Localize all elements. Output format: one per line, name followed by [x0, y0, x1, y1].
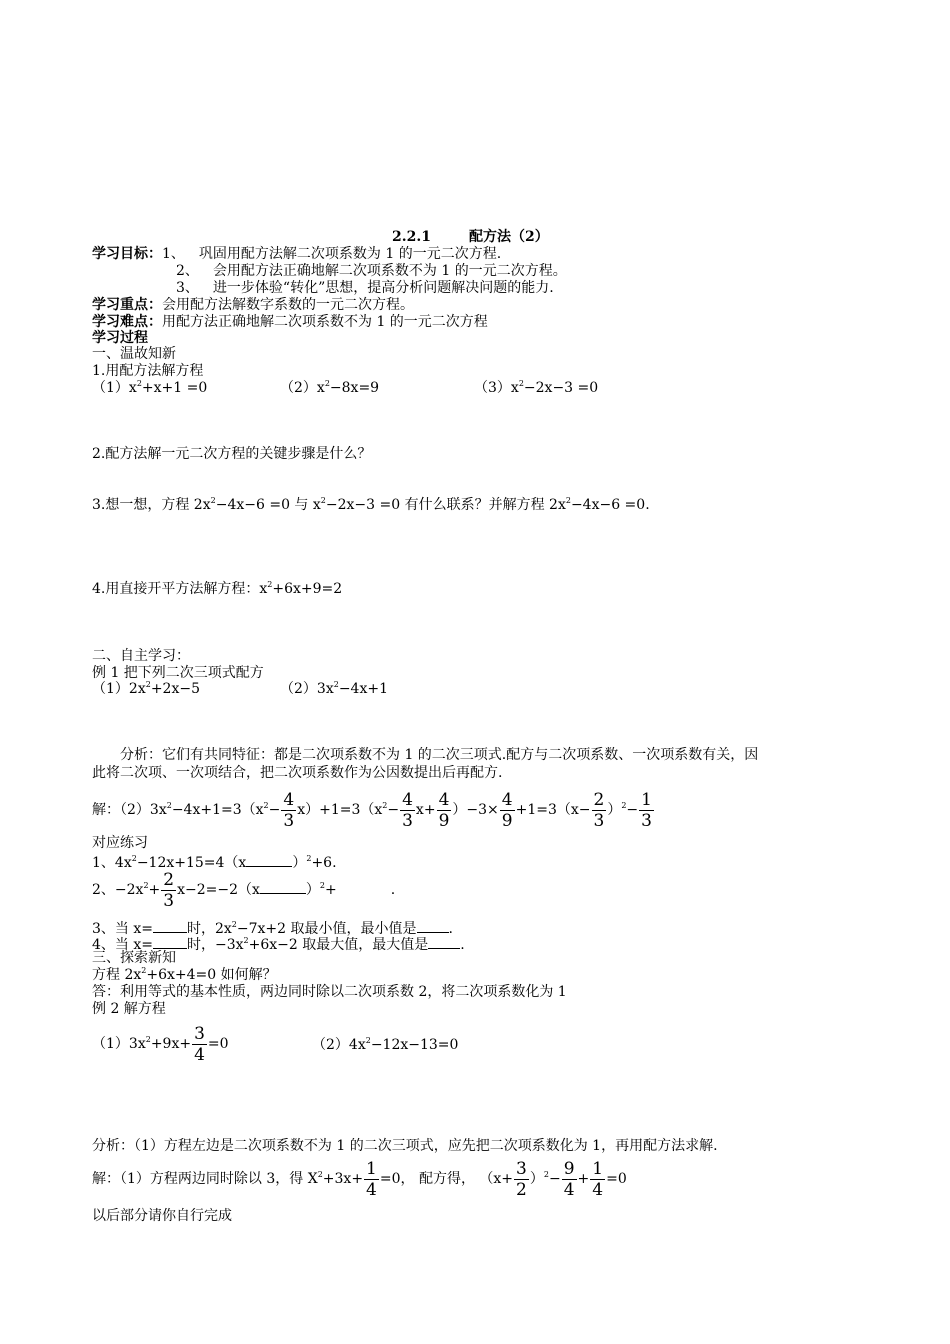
exponent: 2 [365, 1036, 371, 1045]
fraction [400, 790, 415, 831]
question-1-item-1 [92, 380, 207, 396]
objective-2-text: 会用配方法正确地解二次项系数不为 1 的一元二次方程。 [212, 263, 567, 279]
sol2-part: =0 [606, 1171, 627, 1187]
objective-1-number: 1、 [162, 246, 185, 262]
numerator: 4 [438, 789, 450, 810]
exponent: 2 [518, 379, 524, 388]
analysis-1-line-2: 此将二次项、一次项结合，把二次项系数作为公因数提出后再配方. [92, 765, 503, 781]
denominator: 3 [402, 810, 413, 831]
exponent: 2 [243, 936, 249, 945]
ex1-item-1-a: （1）2x [92, 681, 146, 697]
pr4-d: . [460, 937, 465, 953]
pr1-a: 1、4x [92, 855, 132, 871]
practice-2 [92, 868, 395, 912]
q3-a: 3.想一想，方程 2x [92, 497, 211, 513]
exponent: 2 [263, 801, 269, 810]
exponent: 2 [166, 801, 172, 810]
sol2-part: + [577, 1171, 590, 1187]
difficulty [92, 314, 488, 330]
exponent: 2 [333, 680, 339, 689]
solution-1 [92, 788, 655, 832]
ex1-item-2-a: （2）3x [280, 681, 334, 697]
fraction [592, 790, 607, 831]
pr4-c: +6x−2 取最大值，最大值是 [248, 937, 429, 953]
example-1-item-2 [280, 681, 388, 697]
question-1-item-3 [474, 380, 598, 396]
question-2: 2.配方法解一元二次方程的关键步骤是什么？ [92, 446, 372, 462]
q3-c: −2x−3 =0 有什么联系？并解方程 2x [325, 497, 566, 513]
denominator: 4 [563, 1179, 575, 1200]
section-1-heading: 一、温故知新 [92, 346, 176, 362]
process-label: 学习过程 [92, 330, 148, 346]
exponent: 2 [320, 496, 326, 505]
practice-label: 对应练习 [92, 835, 148, 851]
denominator: 4 [592, 1179, 604, 1200]
pr4-a: 4、当 x= [92, 937, 153, 953]
denominator: 4 [194, 1044, 205, 1065]
denominator: 9 [501, 810, 513, 831]
analysis-2: 分析：（1）方程左边是二次项系数不为 1 的二次三项式，应先把二次项系数化为 1，再用配方法求解. [92, 1138, 718, 1154]
sol1-part: +1=3（x− [515, 802, 591, 818]
exponent: 2 [231, 920, 237, 929]
q3-b: −4x−6 =0 与 x [215, 497, 321, 513]
s3q-b: +6x+4=0 如何解？ [146, 967, 277, 983]
exponent: 2 [267, 580, 273, 589]
fraction [437, 790, 452, 831]
pr1-b: −12x+15=4（x [136, 855, 247, 871]
pr2-a: 2、−2x [92, 882, 144, 898]
answer-blank[interactable] [153, 934, 187, 949]
exponent: 2 [131, 854, 137, 863]
numerator: 4 [283, 789, 295, 810]
ex2-item-2-b: −12x−13=0 [370, 1037, 459, 1053]
example-1-item-1 [92, 681, 200, 697]
pr1-c: ） [292, 855, 307, 871]
pr2-c: x−2=−2（x [177, 882, 260, 898]
fraction [562, 1159, 577, 1200]
fraction [514, 1159, 529, 1200]
key-point-label: 学习重点： [92, 297, 162, 313]
q1-item-2-a: （2）x [280, 380, 325, 396]
pr2-d: ） [305, 882, 320, 898]
question-1-item-2 [280, 380, 379, 396]
exponent: 2 [382, 801, 388, 810]
objective-line-2 [176, 263, 567, 279]
exponent: 2 [319, 881, 325, 890]
denominator: 3 [593, 810, 605, 831]
pr3-c: −7x+2 取最小值，最小值是 [236, 921, 417, 937]
objective-3-number: 3、 [176, 280, 199, 296]
numerator: 3 [194, 1023, 205, 1044]
section-3-heading: 三、探索新知 [92, 950, 176, 966]
fraction [500, 790, 515, 831]
section-3-question [92, 967, 277, 983]
objective-2-number: 2、 [176, 263, 199, 279]
sol1-part: ）−3× [452, 802, 499, 818]
numerator: 2 [593, 789, 605, 810]
section-3-answer: 答：利用等式的基本性质，两边同时除以二次项系数 2，将二次项系数化为 1 [92, 984, 567, 1000]
numerator: 2 [163, 869, 175, 890]
q4-b: +6x+9=2 [272, 581, 343, 597]
fraction [192, 1024, 207, 1065]
example-1: 例 1 把下列二次三项式配方 [92, 665, 264, 681]
ex2-item-2-a: （2）4x [312, 1037, 366, 1053]
exponent: 2 [210, 496, 216, 505]
sol1-part: − [387, 802, 400, 818]
exponent: 2 [317, 1170, 323, 1179]
sol1-part: x）+1=3（x [297, 802, 383, 818]
exponent: 2 [145, 680, 151, 689]
objective-3-text: 进一步体验“转化”思想，提高分析问题解决问题的能力. [212, 280, 554, 296]
exponent: 2 [543, 1170, 549, 1179]
denominator: 3 [641, 810, 652, 831]
sol1-part: 解：（2）3x [92, 802, 167, 818]
sol1-part: − [268, 802, 281, 818]
title-name: 配方法（2） [468, 229, 549, 245]
pr4-b: 时，−3x [186, 937, 244, 953]
denominator: 3 [163, 890, 175, 911]
numerator: 3 [516, 1158, 527, 1179]
fraction [639, 790, 654, 831]
sol1-part: x+ [415, 802, 436, 818]
ex1-item-1-b: +2x−5 [150, 681, 200, 697]
exponent: 2 [306, 854, 312, 863]
difficulty-text: 用配方法正确地解二次项系数不为 1 的一元二次方程 [162, 314, 488, 330]
sol1-part: ） [607, 802, 622, 818]
sol1-part: −4x+1=3（x [171, 802, 264, 818]
ex2-item-1-b: +9x+ [150, 1036, 192, 1052]
pr3-a: 3、当 x= [92, 921, 153, 937]
solution-2 [92, 1157, 627, 1201]
denominator: 9 [438, 810, 450, 831]
exponent: 2 [141, 966, 147, 975]
question-4 [92, 581, 342, 597]
numerator: 1 [592, 1158, 604, 1179]
answer-blank[interactable] [417, 918, 449, 933]
fraction [281, 790, 296, 831]
objective-line-3 [176, 280, 554, 296]
answer-blank[interactable] [153, 918, 187, 933]
sol2-part: ） [529, 1171, 544, 1187]
denominator: 3 [283, 810, 295, 831]
pr2-f: . [390, 882, 396, 898]
closing-note: 以后部分请你自行完成 [92, 1208, 232, 1224]
ex2-item-1-a: （1）3x [92, 1036, 146, 1052]
s3q-a: 方程 2x [92, 967, 142, 983]
q1-item-1-a: （1）x [92, 380, 137, 396]
numerator: 4 [501, 789, 513, 810]
exponent: 2 [324, 379, 330, 388]
denominator: 4 [366, 1179, 377, 1200]
pr3-d: . [448, 921, 453, 937]
sol2-part: +3x+ [322, 1171, 364, 1187]
sol2-part: 解：（1）方程两边同时除以 3，得 X [92, 1171, 318, 1187]
numerator: 4 [402, 789, 413, 810]
q1-item-2-b: −8x=9 [329, 380, 380, 396]
sol2-part: − [548, 1171, 561, 1187]
numerator: 9 [563, 1158, 575, 1179]
key-point-text: 会用配方法解数字系数的一元二次方程。 [162, 297, 414, 313]
exponent: 2 [621, 801, 627, 810]
fraction [590, 1159, 605, 1200]
example-2: 例 2 解方程 [92, 1001, 166, 1017]
exponent: 2 [136, 379, 142, 388]
numerator: 1 [366, 1158, 377, 1179]
numerator: 1 [641, 789, 652, 810]
pr1-d: +6. [311, 855, 337, 871]
answer-blank[interactable] [246, 852, 292, 867]
difficulty-label: 学习难点： [92, 314, 162, 330]
pr3-b: 时，2x [186, 921, 232, 937]
denominator: 2 [516, 1179, 527, 1200]
sol1-part: − [626, 802, 639, 818]
q4-a: 4.用直接开平方法解方程：x [92, 581, 268, 597]
ex1-item-2-b: −4x+1 [338, 681, 388, 697]
pr2-e: + [325, 882, 337, 898]
fraction [364, 1159, 379, 1200]
analysis-1-line-1: 分析：它们有共同特征：都是二次项系数不为 1 的二次三项式.配方与二次项系数、一次项系数有关，因 [120, 747, 759, 763]
ex2-item-1-c: =0 [207, 1036, 229, 1052]
sol2-part: =0， 配方得， （x+ [379, 1171, 514, 1187]
q1-item-3-a: （3）x [474, 380, 519, 396]
title-number: 2.2.1 [392, 229, 431, 245]
pr2-b: + [148, 882, 161, 898]
example-2-item-2 [312, 1037, 458, 1053]
key-point [92, 297, 414, 313]
answer-blank[interactable] [428, 934, 460, 949]
section-2-heading: 二、自主学习： [92, 648, 190, 664]
question-1: 1.用配方法解方程 [92, 363, 204, 379]
q1-item-3-b: −2x−3 =0 [523, 380, 599, 396]
q3-d: −4x−6 =0. [570, 497, 650, 513]
exponent: 2 [145, 1035, 151, 1044]
page-title [392, 229, 549, 245]
q1-item-1-b: +x+1 =0 [141, 380, 208, 396]
objective-line-1 [92, 246, 501, 262]
answer-blank[interactable] [260, 879, 306, 894]
exponent: 2 [143, 881, 149, 890]
exponent: 2 [565, 496, 571, 505]
question-3 [92, 497, 650, 513]
example-2-item-1 [92, 1022, 229, 1066]
objective-1-text: 巩固用配方法解二次项系数为 1 的一元二次方程. [198, 246, 502, 262]
fraction [161, 870, 176, 911]
objectives-label: 学习目标： [92, 246, 162, 262]
